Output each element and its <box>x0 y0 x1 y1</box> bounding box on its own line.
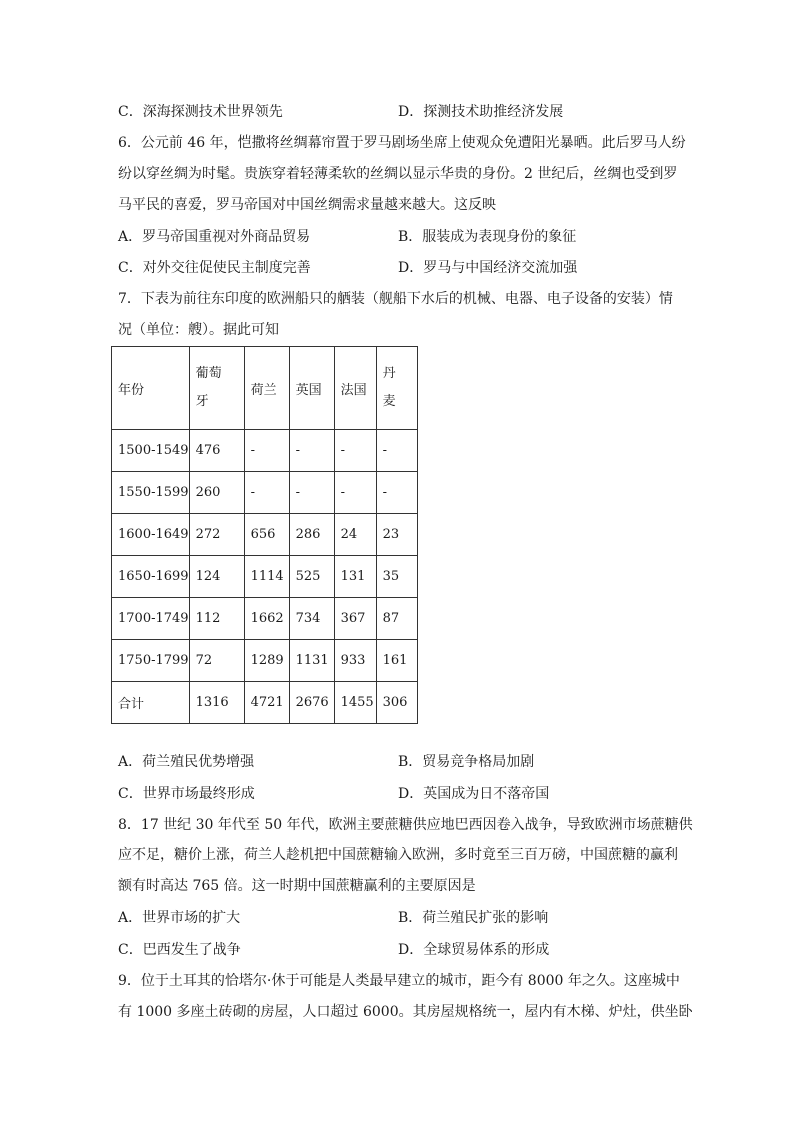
q7-stem-line-2: 况（单位：艘）。据此可知 <box>118 322 279 338</box>
table-cell: 161 <box>376 640 417 682</box>
table-cell: 525 <box>289 556 334 598</box>
table-cell: 1500-1549 <box>112 430 190 472</box>
table-cell: 124 <box>189 556 244 598</box>
header-cell-year: 年份 <box>112 347 190 430</box>
table-cell: - <box>289 472 334 514</box>
table-cell: 1662 <box>244 598 289 640</box>
table-cell: 1131 <box>289 640 334 682</box>
q8-stem-line-1: 8．17 世纪 30 年代至 50 年代，欧洲主要蔗糖供应地巴西因卷入战争，导致欧洲市场蔗糖供 <box>118 817 693 833</box>
table-cell: 2676 <box>289 682 334 724</box>
table-cell: 1455 <box>334 682 376 724</box>
table-cell: 4721 <box>244 682 289 724</box>
q6-option-a: A．罗马帝国重视对外商品贸易 <box>118 229 311 245</box>
header-cell-france: 法国 <box>334 347 376 430</box>
header-cell-netherlands: 荷兰 <box>244 347 289 430</box>
table-header-row <box>112 347 418 430</box>
table-cell: - <box>334 430 376 472</box>
q7-option-a: A．荷兰殖民优势增强 <box>118 754 255 770</box>
table-cell: - <box>334 472 376 514</box>
table-cell: 1600-1649 <box>112 514 190 556</box>
table-cell: 87 <box>376 598 417 640</box>
table-cell: - <box>244 472 289 514</box>
table-cell: 260 <box>189 472 244 514</box>
table-cell: 131 <box>334 556 376 598</box>
table-cell: 1114 <box>244 556 289 598</box>
table-cell: 1550-1599 <box>112 472 190 514</box>
table-cell: 1700-1749 <box>112 598 190 640</box>
q6-stem-line-1: 6．公元前 46 年，恺撒将丝绸幕帘置于罗马剧场坐席上使观众免遭阳光暴晒。此后罗马人纷 <box>118 135 686 151</box>
q8-stem-line-2: 应不足，糖价上涨，荷兰人趁机把中国蔗糖输入欧洲，多时竟至三百万磅，中国蔗糖的赢利 <box>118 847 678 863</box>
table-cell: 476 <box>189 430 244 472</box>
table-cell: 734 <box>289 598 334 640</box>
table-cell: - <box>376 472 417 514</box>
table-cell: 23 <box>376 514 417 556</box>
table-cell: 272 <box>189 514 244 556</box>
table-cell: 1316 <box>189 682 244 724</box>
header-portugal-label: 葡萄牙 <box>195 366 222 409</box>
q8-option-c: C．巴西发生了战争 <box>118 942 241 958</box>
q6-option-b: B．服装成为表现身份的象征 <box>398 229 577 245</box>
q6-option-d: D．罗马与中国经济交流加强 <box>398 260 578 276</box>
header-cell-denmark <box>376 347 417 430</box>
table-row <box>112 640 418 682</box>
table-cell: 306 <box>376 682 417 724</box>
q7-stem-line-1: 7．下表为前往东印度的欧洲船只的舾装（舰船下水后的机械、电器、电子设备的安装）情 <box>118 291 673 307</box>
ship-fitting-table <box>111 346 418 724</box>
table-cell: - <box>244 430 289 472</box>
table-row <box>112 472 418 514</box>
table-row <box>112 556 418 598</box>
table-cell: 1650-1699 <box>112 556 190 598</box>
table-cell: 1289 <box>244 640 289 682</box>
q9-stem-line-2: 有 1000 多座土砖砌的房屋，人口超过 6000。其房屋规格统一，屋内有木梯、炉灶，供坐卧 <box>118 1004 693 1020</box>
table-cell: 286 <box>289 514 334 556</box>
q7-option-b: B．贸易竞争格局加剧 <box>398 754 535 770</box>
table-row <box>112 514 418 556</box>
table-cell: 933 <box>334 640 376 682</box>
q7-option-d: D．英国成为日不落帝国 <box>398 786 550 802</box>
header-cell-portugal <box>189 347 244 430</box>
q8-option-d: D．全球贸易体系的形成 <box>398 942 550 958</box>
table-cell: 35 <box>376 556 417 598</box>
q6-stem-line-3: 马平民的喜爱，罗马帝国对中国丝绸需求量越来越大。这反映 <box>118 197 496 213</box>
table-cell: 72 <box>189 640 244 682</box>
q5-option-c: C．深海探测技术世界领先 <box>118 104 283 120</box>
table-cell: 367 <box>334 598 376 640</box>
q8-option-b: B．荷兰殖民扩张的影响 <box>398 910 549 926</box>
table-cell: - <box>376 430 417 472</box>
table-row <box>112 430 418 472</box>
table-cell: 24 <box>334 514 376 556</box>
q6-stem-line-2: 纷以穿丝绸为时髦。贵族穿着轻薄柔软的丝绸以显示华贵的身份。2 世纪后，丝绸也受到罗 <box>118 166 678 182</box>
table-cell: 合计 <box>112 682 190 724</box>
q9-stem-line-1: 9．位于土耳其的恰塔尔·休于可能是人类最早建立的城市，距今有 8000 年之久。这座城中 <box>118 973 680 989</box>
q8-option-a: A．世界市场的扩大 <box>118 910 241 926</box>
table-cell: 656 <box>244 514 289 556</box>
table-cell: - <box>289 430 334 472</box>
q7-option-c: C．世界市场最终形成 <box>118 786 255 802</box>
table-row <box>112 598 418 640</box>
header-cell-britain: 英国 <box>289 347 334 430</box>
q5-option-d: D．探测技术助推经济发展 <box>398 104 564 120</box>
table-total-row <box>112 682 418 724</box>
table-cell: 112 <box>189 598 244 640</box>
q6-option-c: C．对外交往促使民主制度完善 <box>118 260 311 276</box>
table-cell: 1750-1799 <box>112 640 190 682</box>
q8-stem-line-3: 额有时高达 765 倍。这一时期中国蔗糖赢利的主要原因是 <box>118 878 476 894</box>
header-denmark-label: 丹麦 <box>382 366 396 409</box>
